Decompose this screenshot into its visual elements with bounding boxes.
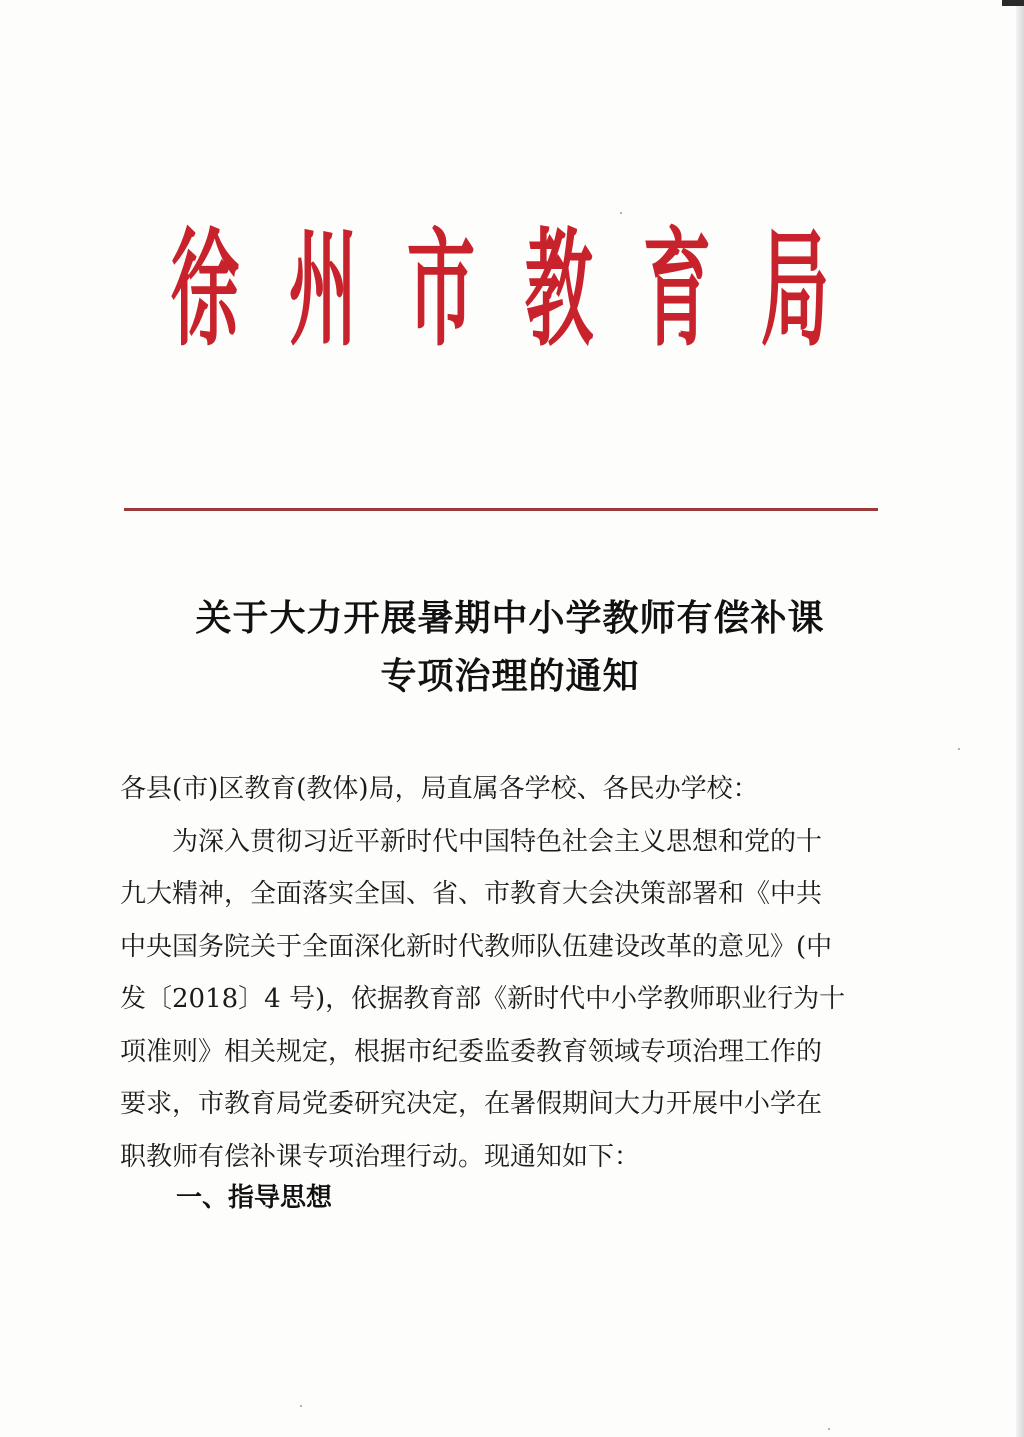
letterhead-char: 局 (760, 215, 830, 364)
salutation: 各县(市)区教育(教体)局，局直属各学校、各民办学校： (120, 774, 759, 804)
paragraph-line: 发〔2018〕4 号)，依据教育部《新时代中小学教师职业行为十 (120, 984, 846, 1014)
section-heading: 一、指导思想 (176, 1183, 333, 1213)
scan-speck (620, 212, 622, 214)
paragraph-line: 职教师有偿补课专项治理行动。现通知如下： (120, 1141, 641, 1172)
paragraph-line: 中央国务院关于全面深化新时代教师队伍建设改革的意见》(中 (120, 931, 833, 962)
letterhead-char: 市 (406, 215, 476, 364)
red-divider-rule (124, 508, 878, 511)
document-title (120, 590, 900, 706)
scan-corner-mark (1002, 0, 1024, 6)
document-body (120, 763, 890, 1183)
paragraph-line: 为深入贯彻习近平新时代中国特色社会主义思想和党的十 (172, 826, 823, 857)
scan-edge-shadow (1016, 0, 1024, 1437)
letterhead-char: 教 (524, 215, 594, 364)
paragraph-line: 要求，市教育局党委研究决定，在暑假期间大力开展中小学在 (120, 1089, 823, 1119)
letterhead-char: 州 (288, 215, 358, 364)
document-title-line-1: 关于大力开展暑期中小学教师有偿补课 (195, 598, 825, 639)
scan-speck (300, 1405, 302, 1407)
letterhead (150, 215, 850, 364)
document-title-line-2: 专项治理的通知 (380, 656, 640, 697)
paragraph-line: 九大精神，全面落实全国、省、市教育大会决策部署和《中共 (120, 879, 823, 909)
letterhead-char: 育 (642, 215, 712, 364)
scan-speck (828, 1428, 830, 1430)
letterhead-char: 徐 (170, 215, 240, 364)
scan-speck (958, 748, 960, 750)
paragraph-line: 项准则》相关规定，根据市纪委监委教育领域专项治理工作的 (120, 1036, 823, 1067)
